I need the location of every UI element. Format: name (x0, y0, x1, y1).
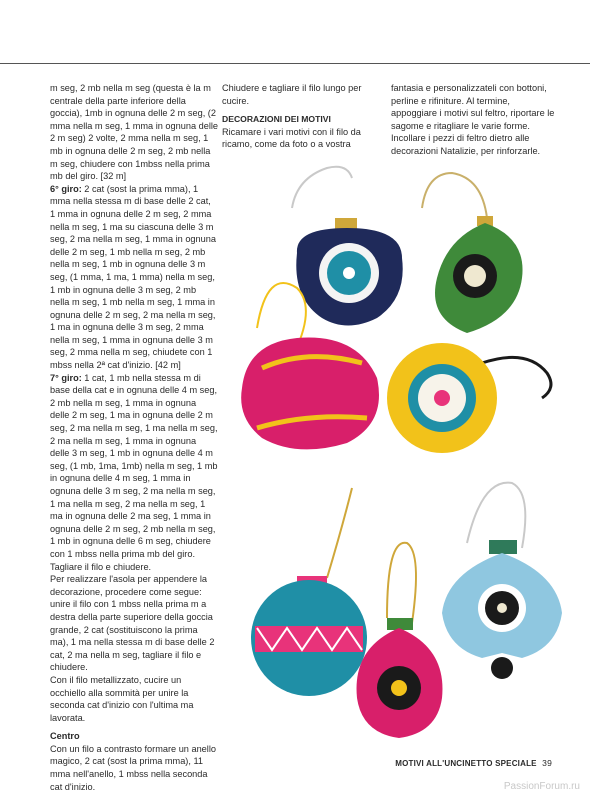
paragraph-round-7 (50, 372, 218, 561)
magazine-title: MOTIVI ALL'UNCINETTO SPECIALE (395, 759, 537, 768)
paragraph: Con un filo a contrasto formare un anello magico, 2 cat (sost la prima mma), 11 mma nell'anello, 1 mbss nella seconda cat d'inizio. (50, 743, 216, 792)
round-label: 6° giro: (50, 183, 82, 194)
pink-ornament (357, 543, 443, 738)
paragraph: Con il filo metallizzato, cucire un occhiello alla sommità per unire la seconda cat d'inizio con l'ultima ma lavorata. (50, 674, 194, 723)
paragraph: Per realizzare l'asola per appendere la decorazione, procedere come segue: unire il filo con 1 mbss nella prima m a destra della parte superiore della goccia grande, 2 cat (sostituiscono la prima ma), 1 ma nella stessa m di base delle 2 cat, 2 ma nella m seg, tagliare il filo e chiudere. (50, 574, 215, 673)
page-number: 39 (542, 758, 552, 768)
round-text: 2 cat (sost la prima mma), 1 mma nella stessa m di base delle 2 cat, 1 mma in ognuna delle 2 m seg, 2 mma nella m seg, 1 ma su ciascuna delle 3 m seg, 2 ma nella m seg, 1 mma in ognuna delle 2 m seg, 1 mb nella m seg, 2 mb nella m seg, 1 mb in ognuna delle 3 m seg, (1 mma, 1 ma, 1 mma) nella m seg, 1 mb in ognuna delle 3 m seg, 2 mb nella m seg, 1 mb nella m seg, 1 mma in ognuna delle 2 m seg, 2 ma nella m seg, 1 ma in ognuna delle 3 m seg, 2 mma nella m seg, 1 mma in ognuna delle 3 m seg, 2 mma nella m seg, chiudete con 1 mbss nella 2ª cat d'inizio. [42 m] (50, 183, 216, 371)
yellow-ornament (387, 343, 551, 453)
paragraph: fantasia e personalizzateli con bottoni, perline e rifiniture. Al termine, appoggiare i motivi sul feltro, riportare le sagome e ritagliare le varie forme. Incollare i pezzi di feltro dietro alle decorazioni Natalizie, per rinforzarle. (391, 83, 555, 156)
navy-ornament (292, 167, 403, 326)
paragraph: Tagliare il filo e chiudere. (50, 561, 152, 572)
round-label: 7° giro: (50, 372, 82, 383)
page-footer (395, 758, 552, 768)
section-heading-centro: Centro (50, 731, 80, 742)
teal-ornament (251, 488, 367, 696)
text-column-1 (50, 82, 218, 793)
section-heading-decorazioni: DECORAZIONI DEI MOTIVI (222, 114, 331, 125)
paragraph-round-6 (50, 183, 218, 372)
paragraph: m seg, 2 mb nella m seg (questa è la m centrale della parte inferiore della goccia), 1mb in ognuna delle 2 m seg, (2 mma nella m seg, 1 mma in ognuna delle 2 m seg) 2 volte, 2 mma nella m seg, 1 mb in ognuna delle 2 m seg, 2 mb nella m seg, chiudere con 1mbss nella prima mb del giro. [32 m] (50, 83, 219, 182)
crochet-ornaments-photo (237, 158, 567, 743)
round-text: 1 cat, 1 mb nella stessa m di base della cat e in ognuna delle 4 m seg, 2 mb nella m seg, 1 mma in ognuna delle 2 m seg, 1 ma in ognuna delle 2 m seg, 2 ma nella m seg, 1 ma nella m seg, 2 ma nella m seg, 1 mma in ognuna delle 3 m seg, 1 mb in ognuna delle 4 m seg, (1 mb, 1ma, 1mb) nella m seg, 1 mb in ognuna delle 4 m seg, 1 mma in ognuna delle 3 m seg, 2 ma nella m seg, 1 ma nella m seg, 2 ma nella m seg, 1 ma in ognuna delle 2 ma seg, 1 mma in ognuna delle 2 m seg, 2 mb nella m seg, 1 mb in ognuna delle 6 m seg, chiudere con 1 mbss nella prima mb del giro. (50, 372, 218, 559)
text-column-2 (222, 82, 382, 151)
header-rule (0, 63, 590, 64)
paragraph: Ricamare i vari motivi con il filo da ricamo, come da foto o a vostra (222, 126, 361, 150)
paragraph: Chiudere e tagliare il filo lungo per cucire. (222, 83, 362, 106)
text-column-3 (391, 82, 556, 158)
lightblue-ornament (442, 483, 562, 679)
green-ornament (422, 173, 523, 333)
watermark: PassionForum.ru (503, 781, 580, 792)
